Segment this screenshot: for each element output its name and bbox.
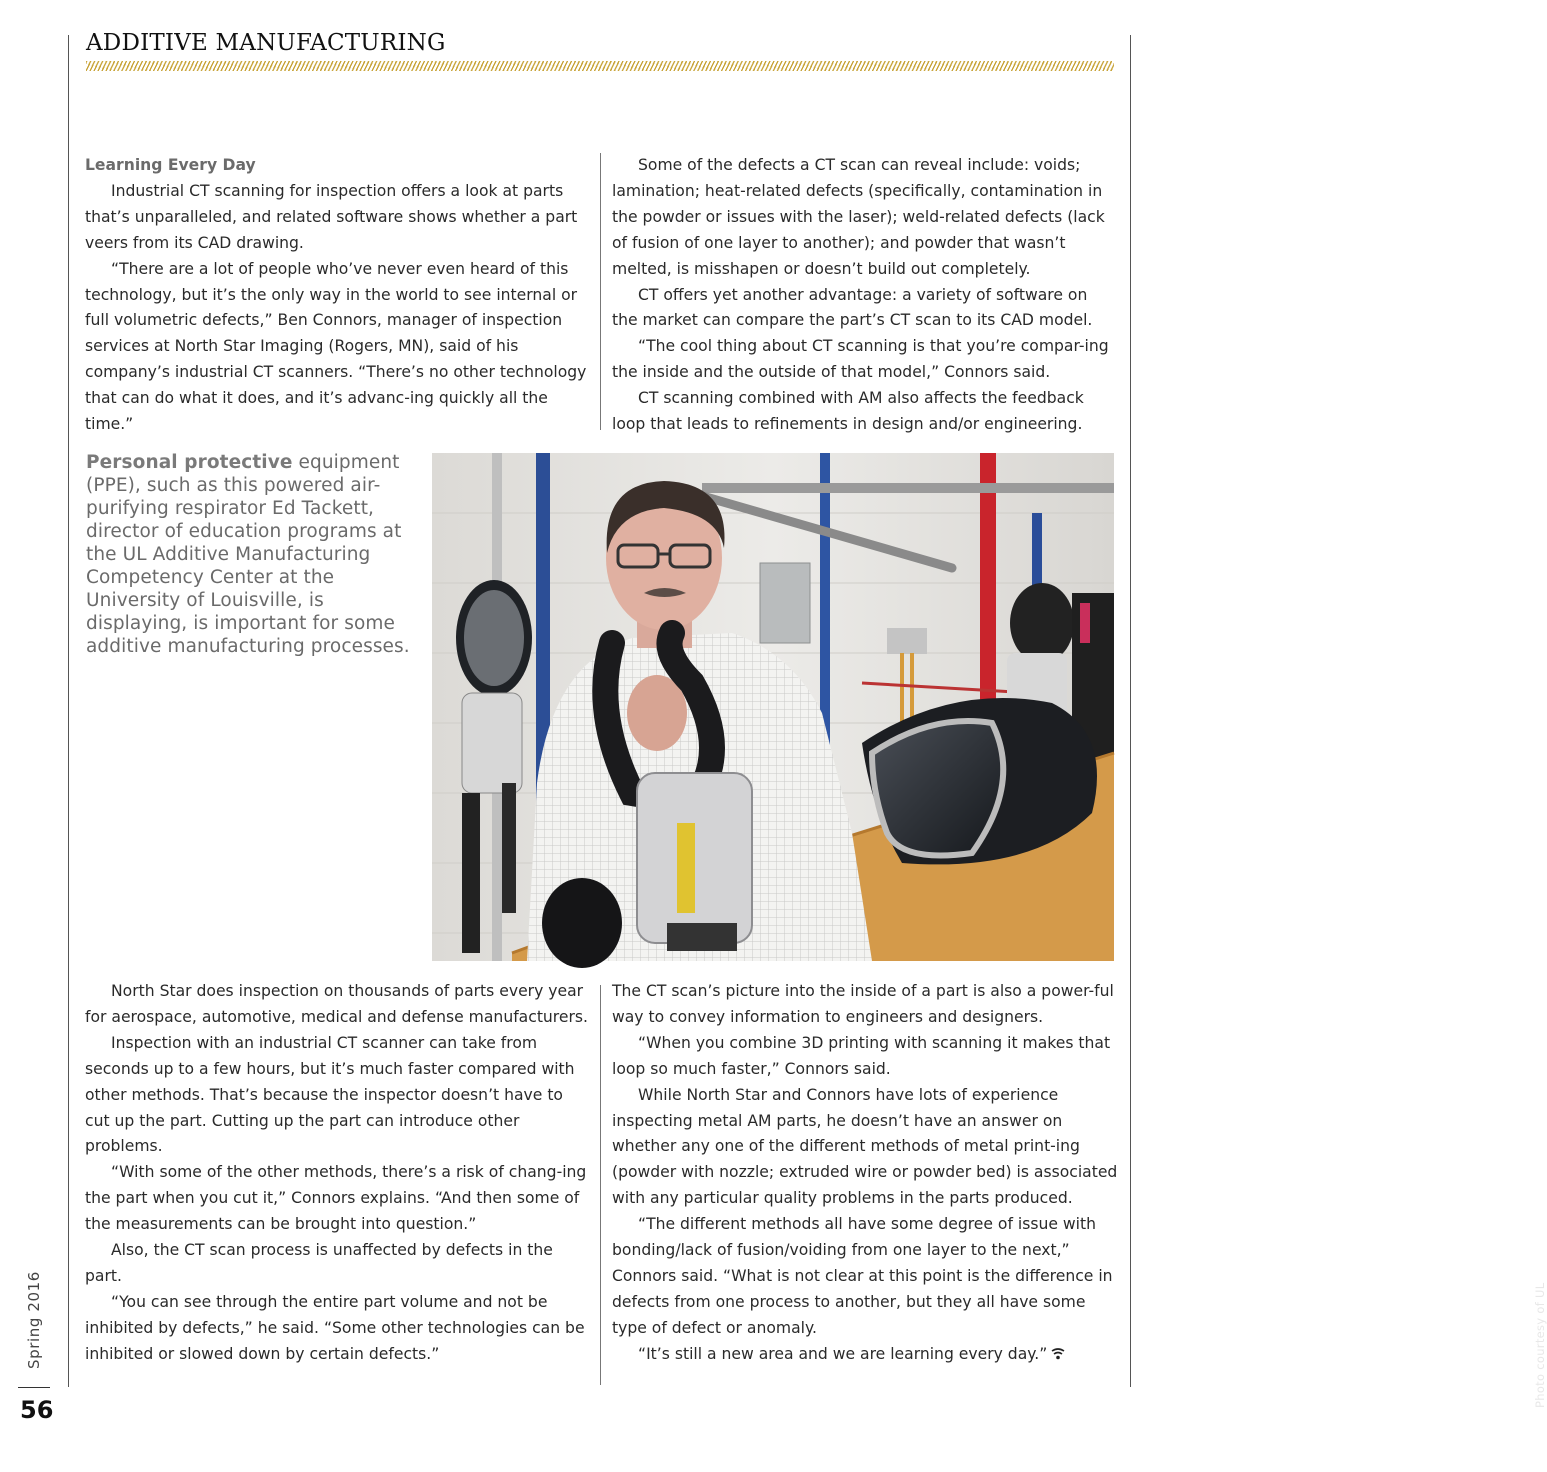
paragraph: While North Star and Connors have lots of experience inspecting metal AM parts, he doesn’t have an answer on whether any one of the different methods of metal print-ing (powder with nozzle; extruded wire or powder bed) is associated with any particular quality problems in the parts produced. xyxy=(612,1085,1118,1208)
paragraph: CT scanning combined with AM also affects the feedback loop that leads to refinements in design and/or engineering. xyxy=(612,389,1084,434)
caption-text: equipment (PPE), such as this powered air-purifying respirator Ed Tackett, director of education programs at the UL Additive Manufacturing Competency Center at the University of Louisville, is displaying, is important for some additive manufacturing processes. xyxy=(86,452,410,657)
paragraph: “There are a lot of people who’ve never even heard of this technology, but it’s the only way in the world to see internal or full volumetric defects,” Ben Connors, manager of inspection services at North Star Imaging (Rogers, MN), said of his company’s industrial CT scanners. “There’s no other technology that can do what it does, and it’s advanc-ing quickly all the time.” xyxy=(85,259,587,434)
page-number: 56 xyxy=(20,1396,54,1424)
paragraph: Inspection with an industrial CT scanner can take from seconds up to a few hours, but it’s much faster compared with other methods. That’s because the inspector doesn’t have to cut up the part. Cutting up the part can introduce other problems. xyxy=(85,1033,575,1156)
section-title: ADDITIVE MANUFACTURING xyxy=(86,30,446,56)
article-column-bottom-left xyxy=(85,979,591,1389)
subheading: Learning Every Day xyxy=(85,156,256,174)
left-margin-rule xyxy=(68,35,69,1387)
gold-hatch-divider xyxy=(86,61,1114,71)
column-divider xyxy=(600,985,601,1385)
photo-illustration xyxy=(432,453,1114,961)
article-column-top-left xyxy=(85,153,591,438)
caption-lead: Personal protective xyxy=(86,452,293,473)
paragraph: “The cool thing about CT scanning is that you’re compar-ing the inside and the outside of that model,” Connors said. xyxy=(612,337,1109,382)
photo-credit: Photo courtesy of UL xyxy=(1533,1282,1547,1408)
paragraph: “You can see through the entire part volume and not be inhibited by defects,” he said. “Some other technologies can be inhibited or slowed down by certain defects.” xyxy=(85,1292,585,1363)
column-divider xyxy=(600,153,601,430)
paragraph: North Star does inspection on thousands of parts every year for aerospace, automotive, medical and defense manufacturers. xyxy=(85,982,588,1026)
paragraph: “With some of the other methods, there’s a risk of chang-ing the part when you cut it,” Connors explains. “And then some of the measurements can be brought into question.” xyxy=(85,1163,587,1234)
paragraph: CT offers yet another advantage: a variety of software on the market can compare the part’s CT scan to its CAD model. xyxy=(612,285,1093,330)
issue-label: Spring 2016 xyxy=(25,1271,43,1369)
paragraph: Also, the CT scan process is unaffected by defects in the part. xyxy=(85,1241,553,1285)
photo-caption xyxy=(86,451,416,658)
end-mark-icon xyxy=(1051,1348,1065,1360)
page-number-rule xyxy=(18,1387,50,1388)
closing-quote: “It’s still a new area and we are learning every day.” xyxy=(638,1344,1048,1363)
paragraph: “When you combine 3D printing with scanning it makes that loop so much faster,” Connors said. xyxy=(612,1033,1111,1078)
paragraph: Some of the defects a CT scan can reveal include: voids; lamination; heat-related defects (specifically, contamination in the powder or issues with the laser); weld-related defects (lack of fusion of one layer to another); and powder that wasn’t melted, is misshapen or doesn’t build out completely. xyxy=(612,156,1105,278)
paragraph: Industrial CT scanning for inspection offers a look at parts that’s unparalleled, and related software shows whether a part veers from its CAD drawing. xyxy=(85,181,578,252)
paragraph: The CT scan’s picture into the inside of a part is also a power-ful way to convey information to engineers and designers. xyxy=(612,982,1114,1026)
final-paragraph xyxy=(612,1342,1118,1368)
paragraph: “The different methods all have some degree of issue with bonding/lack of fusion/voiding from one layer to the next,” Connors said. “What is not clear at this point is the difference in defects from one process to another, but they all have some type of defect or anomaly. xyxy=(612,1215,1113,1337)
right-margin-rule xyxy=(1130,35,1131,1387)
article-column-top-right xyxy=(612,153,1116,438)
article-column-bottom-right xyxy=(612,979,1118,1389)
